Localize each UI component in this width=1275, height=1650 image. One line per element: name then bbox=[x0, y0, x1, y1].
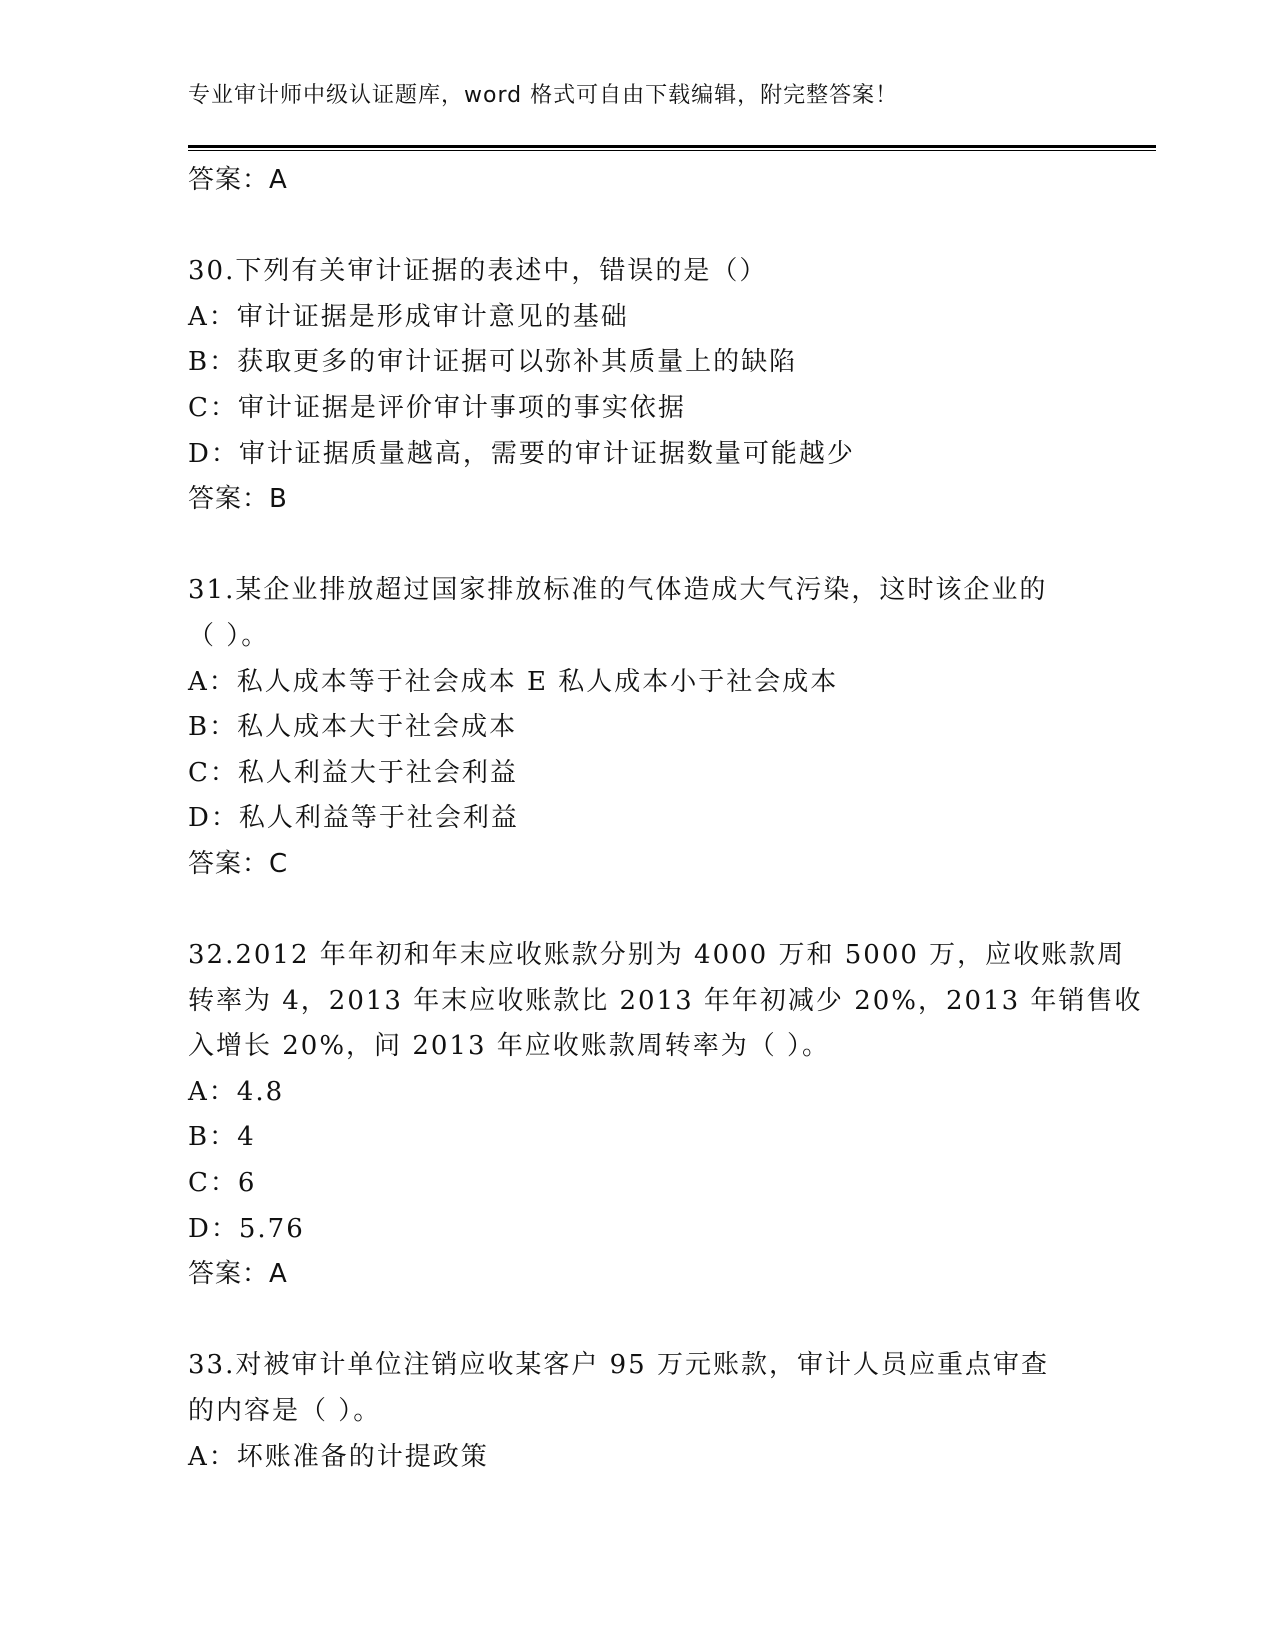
question-31 bbox=[188, 568, 1088, 887]
question-stem: 33.对被审计单位注销应收某客户 95 万元账款，审计人员应重点审查 bbox=[188, 1350, 1049, 1381]
answer: 答案：C bbox=[188, 848, 289, 879]
question-stem: 30.下列有关审计证据的表述中，错误的是（） bbox=[188, 256, 768, 287]
option-c: C：6 bbox=[188, 1168, 257, 1199]
question-stem-continued: 转率为 4，2013 年末应收账款比 2013 年年初减少 20%，2013 年销售收 bbox=[188, 985, 1143, 1016]
option-b: B：4 bbox=[188, 1122, 256, 1153]
option-a: A：私人成本等于社会成本 E 私人成本小于社会成本 bbox=[188, 666, 839, 697]
header-divider-thin bbox=[188, 150, 1156, 151]
question-33 bbox=[188, 1343, 1088, 1480]
option-a: A：4.8 bbox=[188, 1076, 285, 1107]
option-c: C：私人利益大于社会利益 bbox=[188, 757, 518, 788]
option-d: D：5.76 bbox=[188, 1213, 305, 1244]
option-d: D：私人利益等于社会利益 bbox=[188, 803, 519, 834]
answer: 答案：A bbox=[188, 1259, 288, 1290]
question-stem: 31.某企业排放超过国家排放标准的气体造成大气污染，这时该企业的 bbox=[188, 575, 1048, 606]
option-a: A：审计证据是形成审计意见的基础 bbox=[188, 301, 629, 332]
spacer bbox=[188, 1298, 1088, 1344]
spacer bbox=[188, 888, 1088, 934]
previous-answer: 答案：A bbox=[188, 165, 288, 195]
spacer bbox=[188, 523, 1088, 569]
answer: 答案：B bbox=[188, 484, 288, 515]
option-a: A：坏账准备的计提政策 bbox=[188, 1441, 489, 1472]
header-divider-thick bbox=[188, 145, 1156, 148]
question-32 bbox=[188, 933, 1143, 1298]
question-stem-continued: 入增长 20%，问 2013 年应收账款周转率为（ ）。 bbox=[188, 1031, 831, 1062]
question-stem-continued: （ ）。 bbox=[188, 620, 270, 651]
question-stem-continued: 的内容是（ ）。 bbox=[188, 1396, 382, 1427]
header-note: 专业审计师中级认证题库，word 格式可自由下载编辑，附完整答案！ bbox=[188, 83, 899, 108]
question-30 bbox=[188, 249, 1088, 523]
question-stem: 32.2012 年年初和年末应收账款分别为 4000 万和 5000 万，应收账款周 bbox=[188, 940, 1126, 971]
option-d: D：审计证据质量越高，需要的审计证据数量可能越少 bbox=[188, 438, 855, 469]
question-list bbox=[188, 158, 1143, 1480]
option-b: B：获取更多的审计证据可以弥补其质量上的缺陷 bbox=[188, 347, 798, 378]
spacer bbox=[188, 204, 1088, 250]
option-c: C：审计证据是评价审计事项的事实依据 bbox=[188, 392, 686, 423]
option-b: B：私人成本大于社会成本 bbox=[188, 712, 518, 743]
